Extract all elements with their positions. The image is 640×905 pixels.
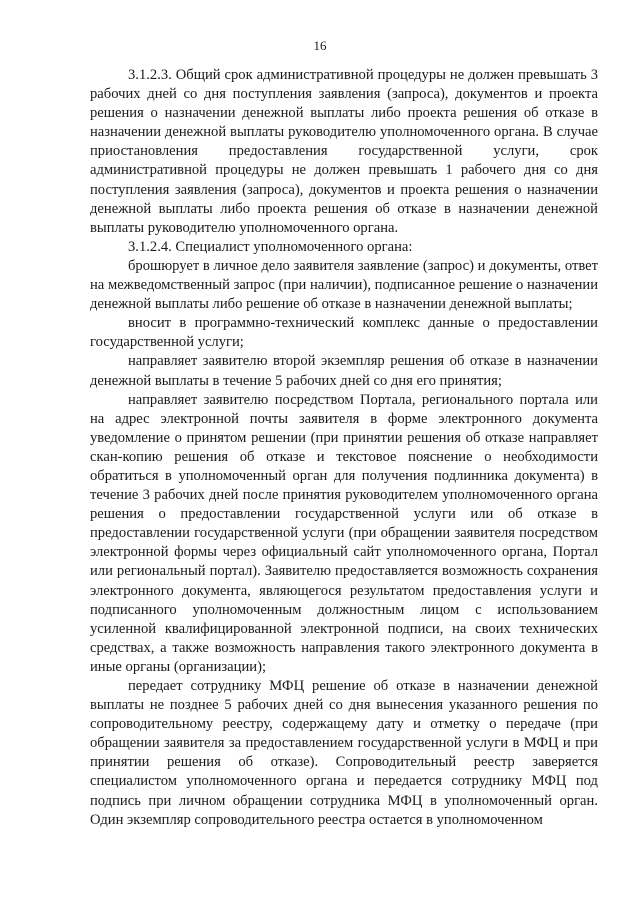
- paragraph-binds-documents: брошюрует в личное дело заявителя заявление (запрос) и документы, ответ на межведомственный запрос (при наличии), подписанное решение о назначении денежной выплаты либо решение об отказе в назначении денежной выплаты;: [90, 257, 598, 313]
- page-number: 16: [313, 38, 327, 53]
- paragraph-sends-refusal-copy: направляет заявителю второй экземпляр решения об отказе в назначении денежной выплаты в течение 5 рабочих дней со дня его принятия;: [90, 353, 598, 389]
- paragraph-sends-portal-notice: направляет заявителю посредством Портала, регионального портала или на адрес электронной почты заявителя в форме электронного документа уведомление о принятом решении (при принятии решения об отказе направляет скан-копию решения об отказе и текстовое пояснение о необходимости обратиться в уполномоченный орган для получения подлинника документа) в течение 3 рабочих дней после принятия руководителем уполномоченного органа решения о предоставлении государственной услуги или об отказе в предоставлении государственной услуги (при обращении заявителя посредством электронной формы через официальный сайт уполномоченного органа, Портал или региональный портал). Заявителю предоставляется возможность сохранения электронного документа, являющегося результатом предоставления услуги и подписанного уполномоченным должностным лицом с использованием усиленной квалифицированной электронной подписи, на своих технических средствах, а также возможность направления такого электронного документа в иные органы (организации);: [90, 391, 598, 675]
- paragraph-3-1-2-4: 3.1.2.4. Специалист уполномоченного органа:: [128, 238, 413, 255]
- paragraph-enters-data: вносит в программно-технический комплекс данные о предоставлении государственной услуги;: [90, 315, 598, 351]
- paragraph-transfers-to-mfc: передает сотруднику МФЦ решение об отказе в назначении денежной выплаты не позднее 5 рабочих дней со дня вынесения указанного решения по сопроводительному реестру, содержащему дату и отметку о передаче (при обращении заявителя за предоставлением государственной услуги в МФЦ и при принятии решения об отказе). Сопроводительный реестр заверяется специалистом уполномоченного органа и передается сотруднику МФЦ под подпись при личном обращении сотрудника МФЦ в уполномоченный орган. Один экземпляр сопроводительного реестра остается в уполномоченном: [90, 678, 598, 828]
- paragraph-3-1-2-3: 3.1.2.3. Общий срок административной процедуры не должен превышать 3 рабочих дней со дня поступления заявления (запроса), документов и проекта решения о назначении денежной выплаты либо проекта решения об отказе в назначении денежной выплаты руководителю уполномоченного органа. В случае приостановления предоставления государственной услуги, срок административной процедуры не должен превышать 1 рабочего дня со дня поступления заявления (запроса), документов и проекта решения о назначении денежной выплаты либо проекта решения об отказе в назначении денежной выплаты руководителю уполномоченного органа.: [90, 67, 598, 236]
- document-body: [90, 66, 598, 830]
